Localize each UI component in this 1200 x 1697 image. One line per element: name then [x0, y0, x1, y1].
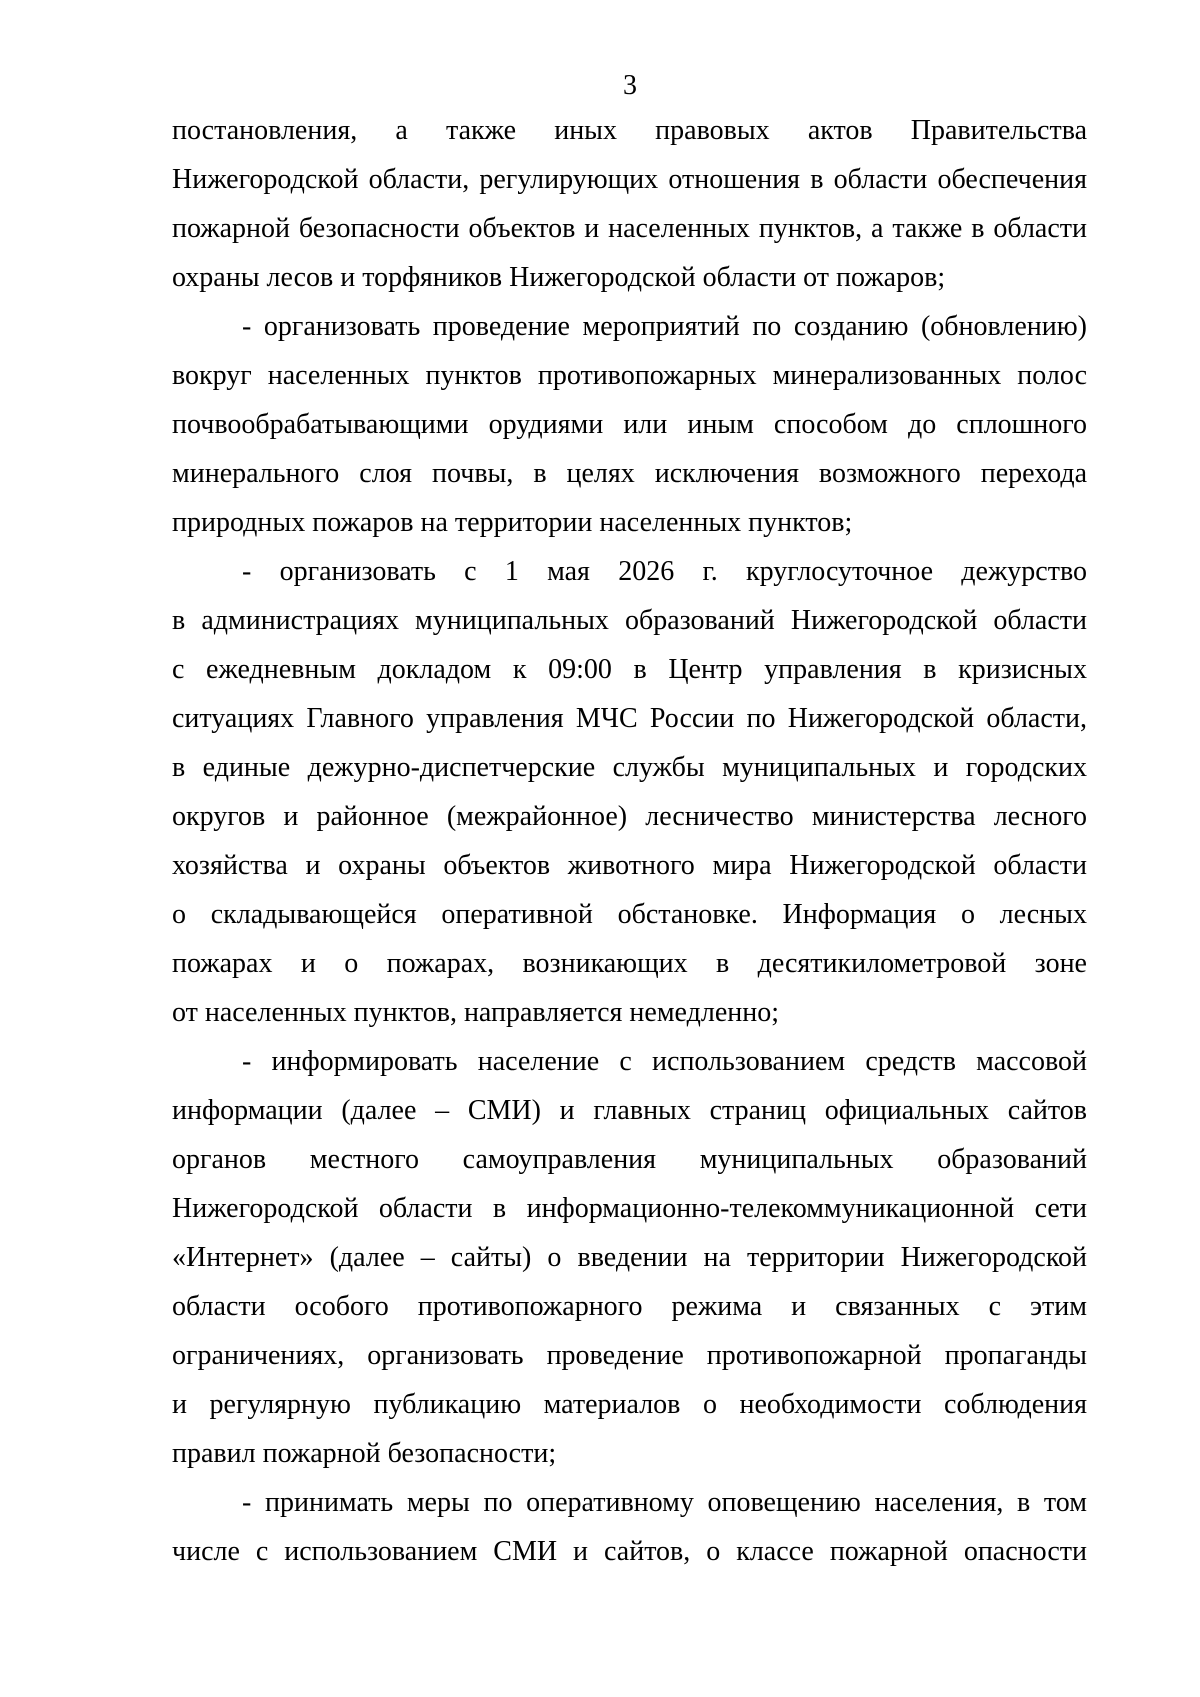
text-line: в единые дежурно-диспетчерские службы муниципальных и городских	[172, 752, 1087, 783]
text-line: с ежедневным докладом к 09:00 в Центр управления в кризисных	[172, 654, 1087, 685]
text-line: почвообрабатывающими орудиями или иным способом до сплошного	[172, 409, 1087, 440]
text-line: - организовать проведение мероприятий по созданию (обновлению)	[242, 311, 1087, 342]
text-line: минерального слоя почвы, в целях исключения возможного перехода	[172, 458, 1087, 489]
text-line: информации (далее – СМИ) и главных страниц официальных сайтов	[172, 1095, 1087, 1126]
text-line: - информировать население с использованием средств массовой	[242, 1046, 1087, 1077]
text-line: числе с использованием СМИ и сайтов, о классе пожарной опасности	[172, 1536, 1087, 1567]
text-line: от населенных пунктов, направляется немедленно;	[172, 997, 780, 1028]
text-line: вокруг населенных пунктов противопожарных минерализованных полос	[172, 360, 1087, 391]
text-line: области особого противопожарного режима и связанных с этим	[172, 1291, 1087, 1322]
text-line: в администрациях муниципальных образований Нижегородской области	[172, 605, 1087, 636]
document-body	[172, 106, 1087, 1576]
text-line: охраны лесов и торфяников Нижегородской области от пожаров;	[172, 262, 946, 293]
text-line: правил пожарной безопасности;	[172, 1438, 557, 1469]
text-line: постановления, а также иных правовых актов Правительства	[172, 115, 1087, 146]
text-line: хозяйства и охраны объектов животного мира Нижегородской области	[172, 850, 1087, 881]
text-line: и регулярную публикацию материалов о необходимости соблюдения	[172, 1389, 1087, 1420]
text-line: Нижегородской области в информационно-телекоммуникационной сети	[172, 1193, 1087, 1224]
text-line: о складывающейся оперативной обстановке. Информация о лесных	[172, 899, 1087, 930]
text-line: природных пожаров на территории населенных пунктов;	[172, 507, 853, 538]
text-line: Нижегородской области, регулирующих отношения в области обеспечения	[172, 164, 1087, 195]
text-line: пожарах и о пожарах, возникающих в десятикилометровой зоне	[172, 948, 1087, 979]
text-line: - принимать меры по оперативному оповещению населения, в том	[242, 1487, 1087, 1518]
text-line: ограничениях, организовать проведение противопожарной пропаганды	[172, 1340, 1087, 1371]
page-number: 3	[623, 70, 637, 101]
text-line: - организовать с 1 мая 2026 г. круглосуточное дежурство	[242, 556, 1087, 587]
text-line: органов местного самоуправления муниципальных образований	[172, 1144, 1087, 1175]
text-line: пожарной безопасности объектов и населенных пунктов, а также в области	[172, 213, 1087, 244]
text-line: ситуациях Главного управления МЧС России по Нижегородской области,	[172, 703, 1087, 734]
text-line: «Интернет» (далее – сайты) о введении на территории Нижегородской	[172, 1242, 1087, 1273]
text-line: округов и районное (межрайонное) лесничество министерства лесного	[172, 801, 1087, 832]
